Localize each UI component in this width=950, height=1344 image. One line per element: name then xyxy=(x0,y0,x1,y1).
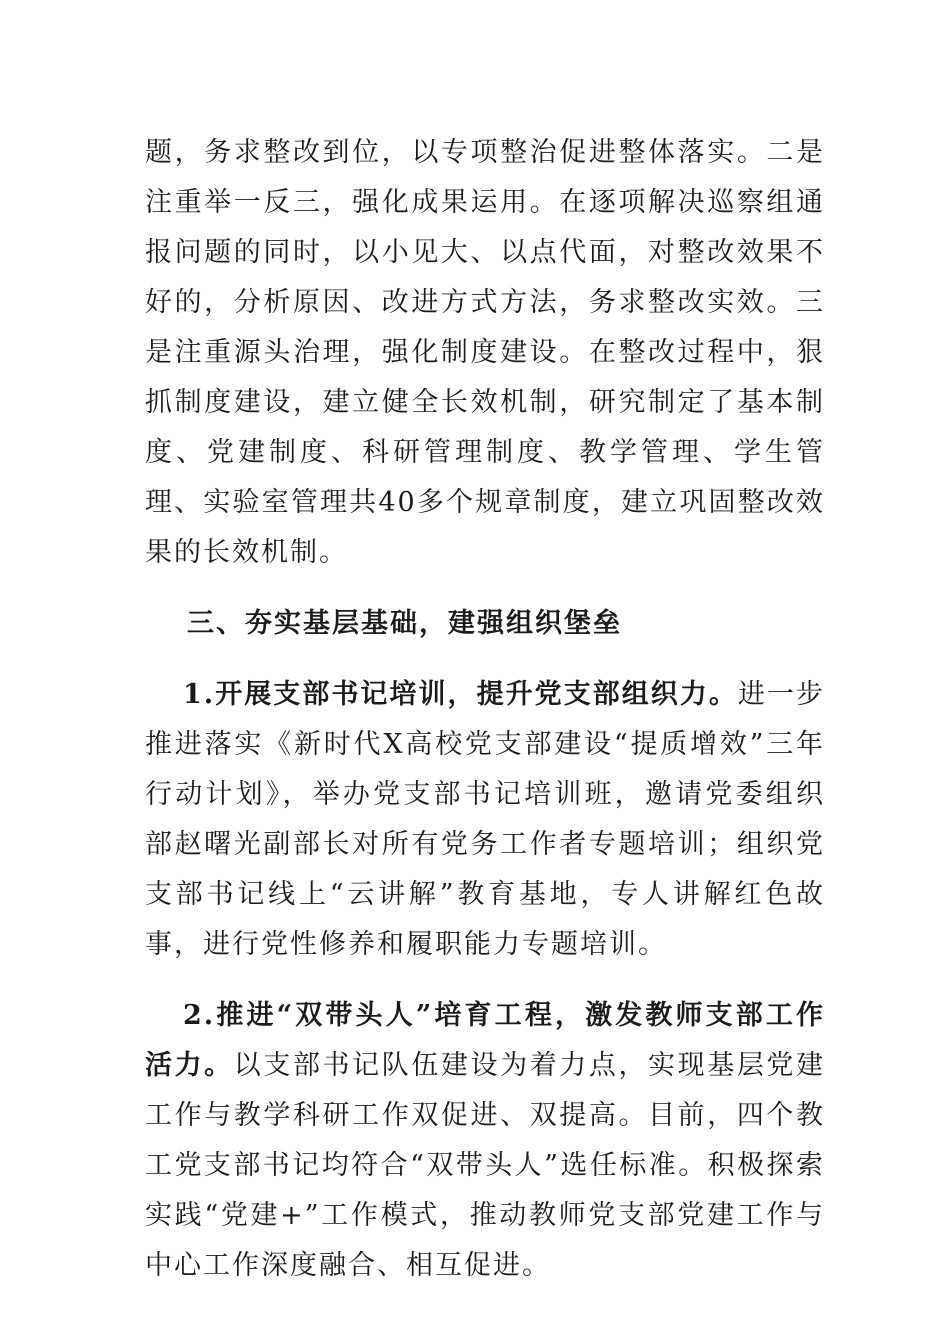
document-page xyxy=(145,128,825,1291)
item-1-paragraph xyxy=(145,670,825,970)
item-2-title: 2.推进“双带头人”培育工程，激发教师支部工作活力。 xyxy=(145,1000,825,1081)
item-1-body: 进一步推进落实《新时代X高校党支部建设“提质增效”三年行动计划》，举办党支部书记培训班，邀请党委组织部赵曙光副部长对所有党务工作者专题培训；组织党支部书记线上“云讲解”教育基地，专人讲解红色故事，进行党性修养和履职能力专题培训。 xyxy=(145,679,825,960)
item-2-paragraph xyxy=(145,991,825,1291)
item-2-body: 以支部书记队伍建设为着力点，实现基层党建工作与教学科研工作双促进、双提高。目前，四个教工党支部书记均符合“双带头人”选任标准。积极探索实践“党建+”工作模式，推动教师党支部党建工作与中心工作深度融合、相互促进。 xyxy=(145,1050,826,1281)
section-heading: 三、夯实基层基础，建强组织堡垒 xyxy=(187,608,622,639)
paragraph-rectification: 题，务求整改到位，以专项整治促进整体落实。二是注重举一反三，强化成果运用。在逐项解决巡察组通报问题的同时，以小见大、以点代面，对整改效果不好的，分析原因、改进方式方法，务求整改实效。三是注重源头治理，强化制度建设。在整改过程中，狠抓制度建设，建立健全长效机制，研究制定了基本制度、党建制度、科研管理制度、教学管理、学生管理、实验室管理共40多个规章制度，建立巩固整改效果的长效机制。 xyxy=(145,137,825,568)
item-1-title: 1.开展支部书记培训，提升党支部组织力。 xyxy=(183,679,738,710)
